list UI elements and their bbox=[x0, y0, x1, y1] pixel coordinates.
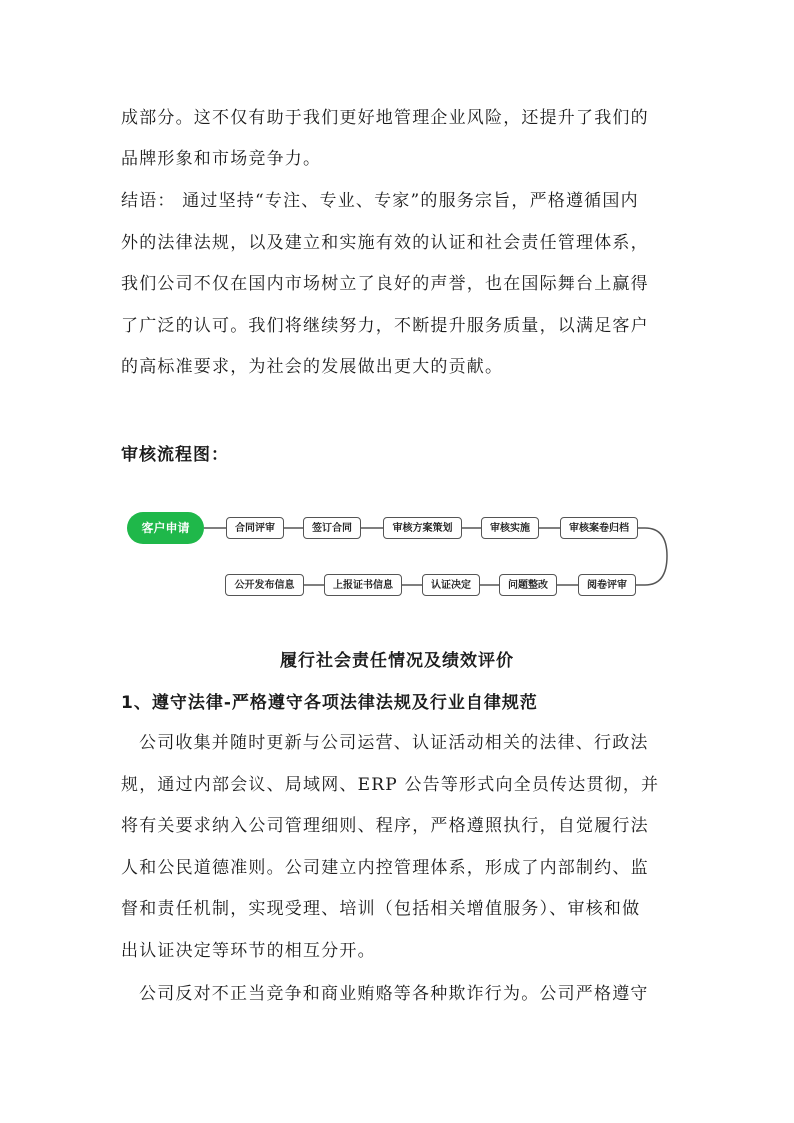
flowchart-heading: 审核流程图： bbox=[121, 445, 229, 465]
section-subtitle: 1、遵守法律-严格遵守各项法律法规及行业自律规范 bbox=[121, 693, 538, 713]
flow-start-customer-application: 客户申请 bbox=[127, 512, 204, 544]
flow-step-report-certificate: 上报证书信息 bbox=[324, 574, 402, 596]
connector-curve bbox=[636, 528, 667, 585]
body-line: 规，通过内部会议、局域网、ERP 公告等形式向全员传达贯彻，并 bbox=[121, 775, 660, 795]
flow-step-audit-planning: 审核方案策划 bbox=[383, 517, 462, 539]
flow-step-rectification: 问题整改 bbox=[499, 574, 557, 596]
body-line: 公司反对不正当竞争和商业贿赂等各种欺诈行为。公司严格遵守 bbox=[139, 984, 649, 1004]
flow-step-audit-implementation: 审核实施 bbox=[481, 517, 539, 539]
intro-line: 品牌形象和市场竞争力。 bbox=[121, 149, 322, 169]
conclusion-line: 结语： 通过坚持“专注、专业、专家”的服务宗旨，严格遵循国内 bbox=[121, 191, 639, 211]
body-line: 督和责任机制，实现受理、培训（包括相关增值服务）、审核和做 bbox=[121, 899, 641, 919]
intro-line: 外的法律法规，以及建立和实施有效的认证和社会责任管理体系， bbox=[121, 233, 649, 253]
flow-step-archive: 审核案卷归档 bbox=[560, 517, 638, 539]
body-line: 出认证决定等环节的相互分开。 bbox=[121, 941, 376, 961]
intro-line: 成部分。这不仅有助于我们更好地管理企业风险，还提升了我们的 bbox=[121, 108, 649, 128]
intro-line: 了广泛的认可。我们将继续努力，不断提升服务质量，以满足客户 bbox=[121, 316, 649, 336]
body-line: 公司收集并随时更新与公司运营、认证活动相关的法律、行政法 bbox=[139, 733, 649, 753]
body-line: 人和公民道德准则。公司建立内控管理体系，形成了内部制约、监 bbox=[121, 858, 649, 878]
intro-line: 的高标准要求，为社会的发展做出更大的贡献。 bbox=[121, 357, 504, 377]
flow-step-file-review: 阅卷评审 bbox=[578, 574, 636, 596]
flow-step-sign-contract: 签订合同 bbox=[303, 517, 361, 539]
flow-step-publish-info: 公开发布信息 bbox=[225, 574, 304, 596]
flow-step-certification-decision: 认证决定 bbox=[422, 574, 480, 596]
body-line: 将有关要求纳入公司管理细则、程序，严格遵照执行，自觉履行法 bbox=[121, 816, 649, 836]
section-title: 履行社会责任情况及绩效评价 bbox=[280, 651, 514, 671]
flow-step-contract-review: 合同评审 bbox=[226, 517, 284, 539]
intro-line: 我们公司不仅在国内市场树立了良好的声誉，也在国际舞台上赢得 bbox=[121, 274, 649, 294]
